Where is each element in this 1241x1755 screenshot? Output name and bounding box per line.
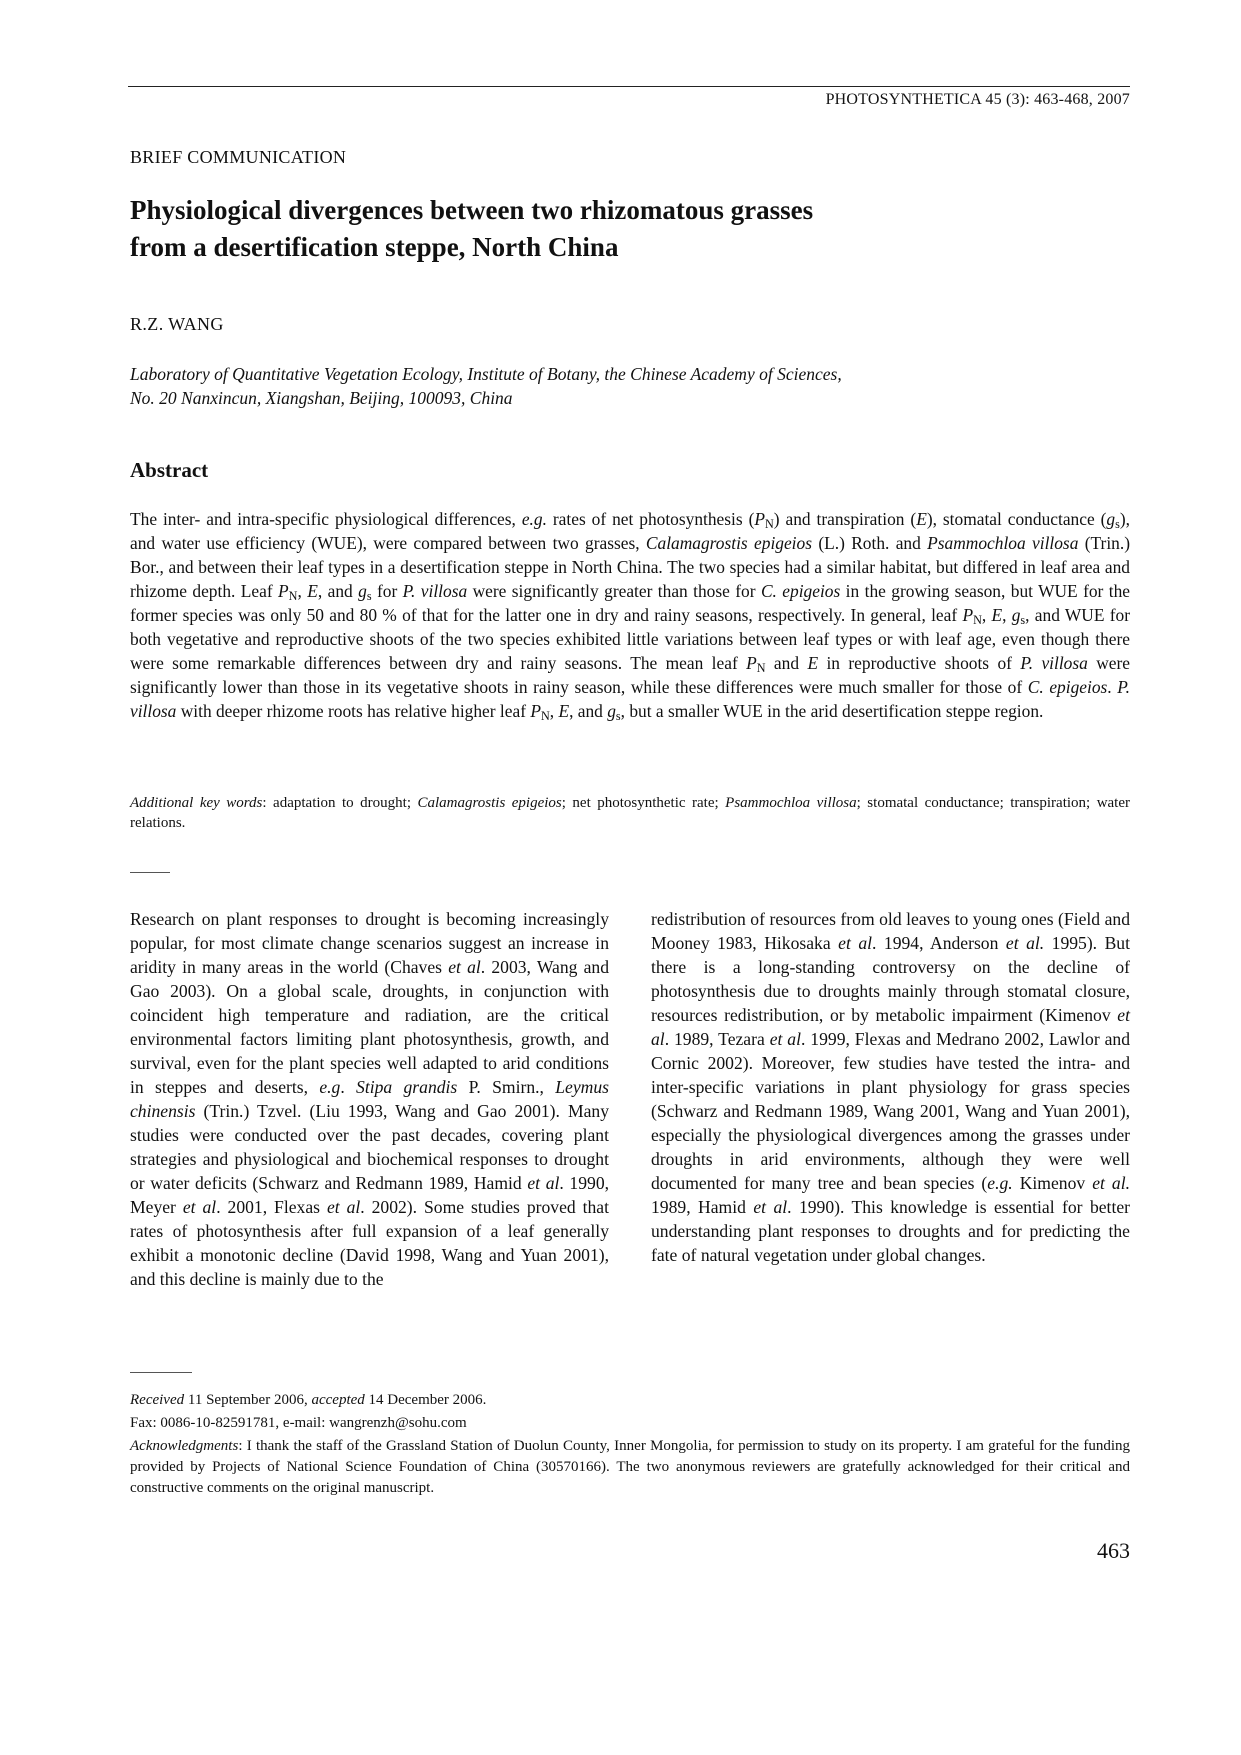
author-affiliation <box>130 362 1080 410</box>
journal-reference: PHOTOSYNTHETICA 45 (3): 463-468, 2007 <box>825 91 1130 108</box>
author-name: R.Z. WANG <box>130 314 224 334</box>
contact-info: Fax: 0086-10-82591781, e-mail: wangrenzh@sohu.com <box>130 1415 467 1431</box>
header-rule <box>128 86 1130 87</box>
section-label: BRIEF COMMUNICATION <box>130 147 347 167</box>
footnotes <box>130 1390 1130 1501</box>
abstract-body: The inter- and intra-specific physiological differences, e.g. rates of net photosynthesis $(P_N)$ and transpiration (E), stomatal conductance $(g_s)$, and water use efficiency (WUE), were compared between two grasses, Calamagrostis epigeios (L.) Roth. and Psammochloa villosa (Trin.) Bor., and between their leaf types in a desertification steppe in North China. The two species had a similar habitat, but differed in leaf area and rhizome depth. Leaf $P_N$, E, and $g_s$ for P. villosa were significantly greater than those for C. epigeios in the growing season, but WUE for the former species was only 50 and 80 % of that for the latter one in dry and rainy seasons, respectively. In general, leaf $P_N$, E, $g_s$, and WUE for both vegetative and reproductive shoots of the two species exhibited little variations between leaf types or with leaf age, even though there were some remarkable differences between dry and rainy seasons. The mean leaf $P_N$ and E in reproductive shoots of P. villosa were significantly lower than those in its vegetative shoots in rainy season, while these differences were much smaller for those of C. epigeios. P. villosa with deeper rhizome roots has relative higher leaf $P_N$, E, and $g_s$, but a smaller WUE in the arid desertification steppe region. <box>130 509 1131 724</box>
section-divider <box>130 872 170 873</box>
abstract-heading: Abstract <box>130 458 209 482</box>
affiliation-line-2: No. 20 Nanxincun, Xiangshan, Beijing, 100093, China <box>130 388 513 408</box>
title-line-1: Physiological divergences between two rhizomatous grasses <box>130 195 814 225</box>
additional-key-words: Additional key words: adaptation to drought; Calamagrostis epigeios; net photosynthetic rate; Psammochloa villosa; stomatal conductance; transpiration; water relations. <box>130 795 1130 831</box>
body-column-right: redistribution of resources from old leaves to young ones (Field and Mooney 1983, Hikosaka et al. 1994, Anderson et al. 1995). But there is a long-standing controversy on the decline of photosynthesis due to droughts mainly through stomatal closure, resources redistribution, or by metabolic impairment (Kimenov et al. 1989, Tezara et al. 1999, Flexas and Medrano 2002, Lawlor and Cornic 2002). Moreover, few studies have tested the intra- and inter-specific variations in plant physiology for grass species (Schwarz and Redmann 1989, Wang 2001, Wang and Yuan 2001), especially the physiological divergences among the grasses under droughts in arid environments, although they were well documented for many tree and bean species (e.g. Kimenov et al. 1989, Hamid et al. 1990). This knowledge is essential for better understanding plant responses to droughts and for predicting the fate of natural vegetation under global changes. <box>651 909 1130 1265</box>
body-column-left: Research on plant responses to drought is becoming increasingly popular, for most climate change scenarios suggest an increase in aridity in many areas in the world (Chaves et al. 2003, Wang and Gao 2003). On a global scale, droughts, in conjunction with coincident high temperature and radiation, are the critical environmental factors limiting plant photosynthesis, growth, and survival, even for the plant species well adapted to arid conditions in steppes and deserts, e.g. Stipa grandis P. Smirn., Leymus chinensis (Trin.) Tzvel. (Liu 1993, Wang and Gao 2001). Many studies were conducted over the past decades, covering plant strategies and physiological and biochemical responses to drought or water deficits (Schwarz and Redmann 1989, Hamid et al. 1990, Meyer et al. 2001, Flexas et al. 2002). Some studies proved that rates of photosynthesis after full expansion of a leaf generally exhibit a monotonic decline (David 1998, Wang and Yuan 2001), and this decline is mainly due to the <box>130 909 610 1289</box>
page-number: 463 <box>1097 1538 1130 1563</box>
acknowledgments: Acknowledgments: I thank the staff of the Grassland Station of Duolun County, Inner Mongolia, for permission to study on its property. I am grateful for the funding provided by Projects of National Science Foundation of China (30570166). The two anonymous reviewers are gratefully acknowledged for their critical and constructive comments on the original manuscript. <box>130 1438 1130 1496</box>
affiliation-line-1: Laboratory of Quantitative Vegetation Ecology, Institute of Botany, the Chinese Academy of Sciences, <box>130 364 842 384</box>
received-dates: Received 11 September 2006, accepted 14 December 2006. <box>130 1392 487 1408</box>
title-line-2: from a desertification steppe, North China <box>130 232 619 262</box>
footnote-rule <box>130 1372 192 1373</box>
article-title <box>130 192 1030 266</box>
